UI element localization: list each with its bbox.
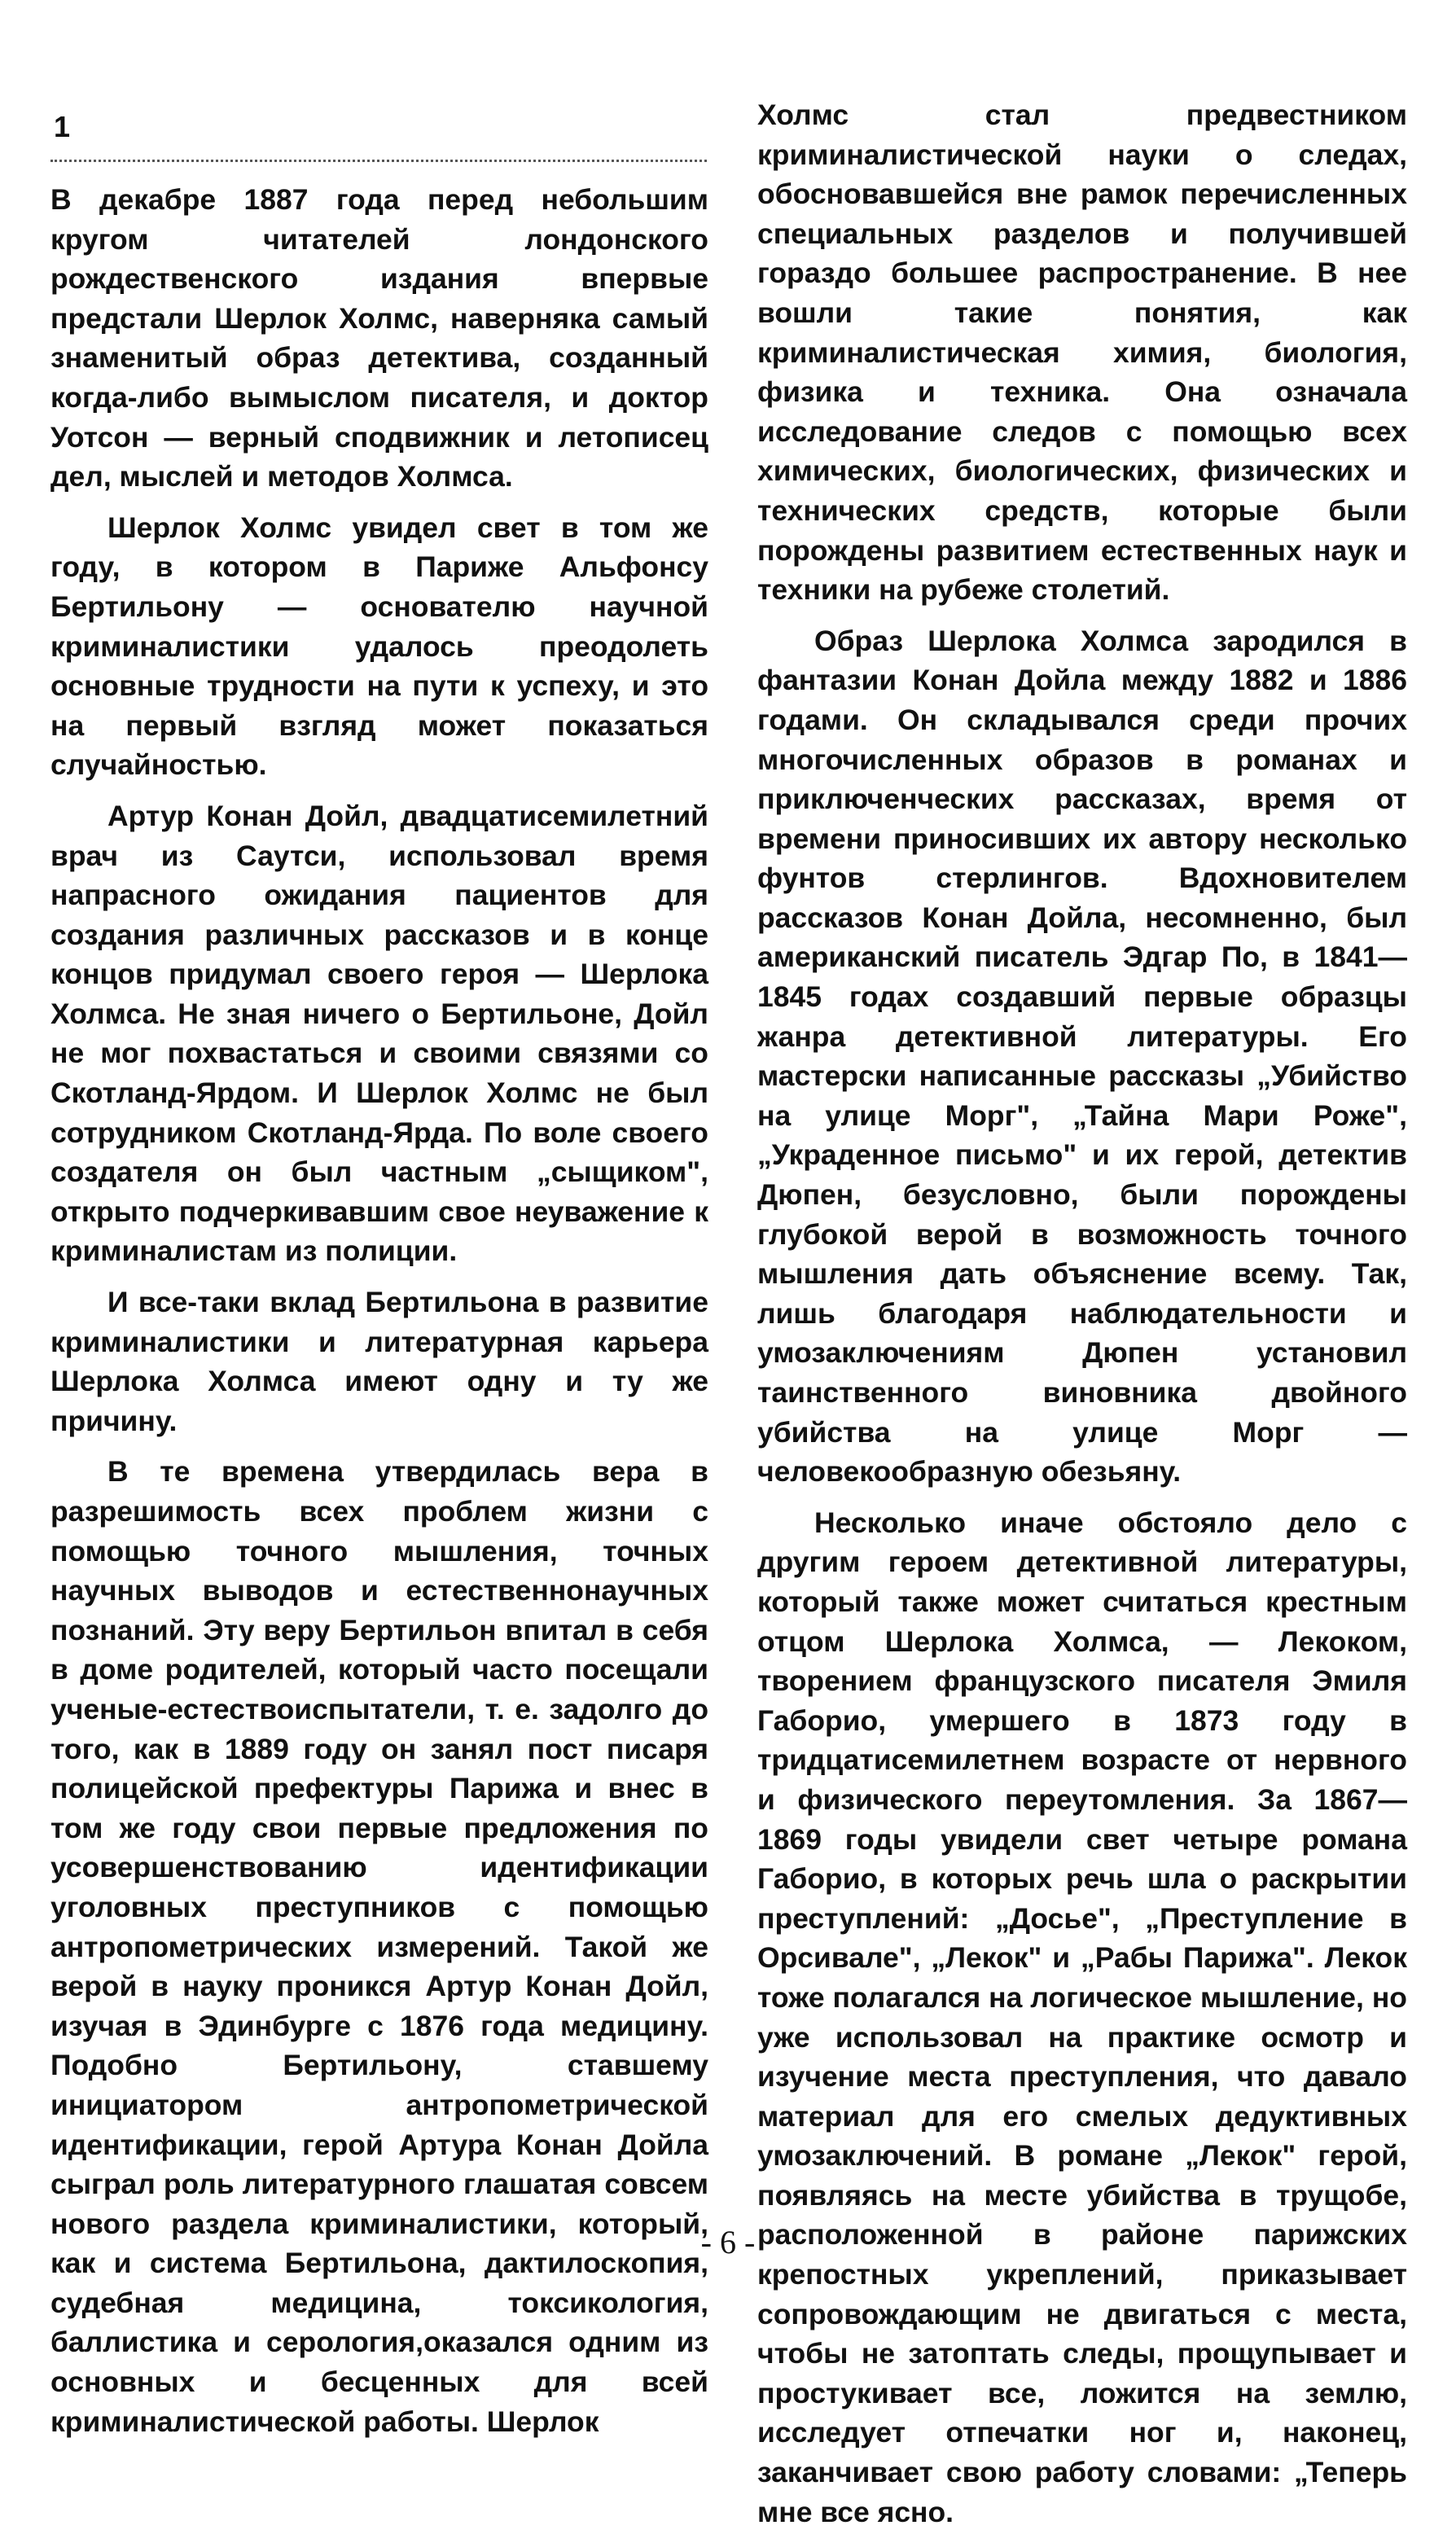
right-paragraph-1: Холмс стал предвестником криминалистической науки о следах, обосновавшейся вне рамок перечисленных специальных разделов и получившей гораздо большее распространение. В нее вошли такие понятия, как криминалистическая химия, биология, физика и техника. Она означала исследование следов с помощью всех химических, биологических, физических и технических средств, которые были порождены развитием естественных наук и техники на рубеже столетий. <box>757 99 1407 607</box>
left-paragraph-4: И все-таки вклад Бертильона в развитие криминалистики и литературная карьера Шерлока Холмса имеют одну и ту же причину. <box>50 1286 708 1437</box>
top-divider <box>50 160 707 162</box>
right-paragraph-3: Несколько иначе обстояло дело с другим героем детективной литературы, который также может считаться крестным отцом Шерлока Холмса, — Лекоком, творением французского писателя Эмиля Габорио, умершего в 1873 году в тридцатисемилетнем возрасте от нервного и физического переутомления. За 1867—1869 годы увидели свет четыре романа Габорио, в которых речь шла о раскрытии преступлений: „Досье", „Преступление в Орсивале", „Лекок" и „Рабы Парижа". Лекок тоже полагался на логическое мышление, но уже использовал на практике осмотр и изучение места преступления, что давало материал для его смелых дедуктивных умозаключений. В романе „Лекок" герой, появляясь на месте убийства в трущобе, расположенной в районе парижских крепостных укреплений, приказывает сопровождающим не двигаться с места, чтобы не затоптать следы, прощупывает и простукивает все, ложится на землю, исследует отпечатки ног и, наконец, заканчивает свою работу словами: „Теперь мне все ясно. <box>757 1506 1407 2528</box>
right-paragraph-2: Образ Шерлока Холмса зародился в фантазии Конан Дойла между 1882 и 1886 годами. Он складывался среди прочих многочисленных образов в романах и приключенческих рассказах, время от времени приносивших их автору несколько фунтов стерлингов. Вдохновителем рассказов Конан Дойла, несомненно, был американский писатель Эдгар По, в 1841—1845 годах создавший первые образцы жанра детективной литературы. Его мастерски написанные рассказы „Убийство на улице Морг", „Тайна Мари Роже", „Украденное письмо" и их герой, детектив Дюпен, безусловно, были порождены глубокой верой в возможность точного мышления дать объяснение всему. Так, лишь благодаря наблюдательности и умозаключениям Дюпен установил таинственного виновника двойного убийства на улице Морг — человекообразную обезьяну. <box>757 624 1407 1489</box>
left-paragraph-3: Артур Конан Дойл, двадцатисемилетний врач из Саутси, использовал время напрасного ожидания пациентов для создания различных рассказов и в конце концов придумал своего героя — Шерлока Холмса. Не зная ничего о Бертильоне, Дойл не мог похвастаться и своими связями со Скотланд-Ярдом. И Шерлок Холмс не был сотрудником Скотланд-Ярда. По воле своего создателя он был частным „сыщиком", открыто подчеркивавшим свое неуважение к криминалистам из полиции. <box>50 799 708 1268</box>
chapter-number: 1 <box>54 110 71 143</box>
left-paragraph-1: В декабре 1887 года перед небольшим кругом читателей лондонского рождественского издания впервые предстали Шерлок Холмс, наверняка самый знаменитый образ детектива, созданный когда-либо вымыслом писателя, и доктор Уотсон — верный сподвижник и летописец дел, мыслей и методов Холмса. <box>50 183 708 493</box>
page-number: - 6 - <box>700 2224 756 2260</box>
left-paragraph-2: Шерлок Холмс увидел свет в том же году, в котором в Париже Альфонсу Бертильону — основателю научной криминалистики удалось преодолеть основные трудности на пути к успеху, и это на первый взгляд может показаться случайностью. <box>50 511 708 782</box>
left-paragraph-5: В те времена утвердилась вера в разрешимость всех проблем жизни с помощью точного мышления, точных научных выводов и естественнонаучных познаний. Эту веру Бертильон впитал в себя в доме родителей, который часто посещали ученые-естествоиспытатели, т. е. задолго до того, как в 1889 году он занял пост писаря полицейской префектуры Парижа и внес в том же году свои первые предложения по усовершенствованию идентификации уголовных преступников с помощью антропометрических измерений. Такой же верой в науку проникся Артур Конан Дойл, изучая в Эдинбурге с 1876 года медицину. Подобно Бертильону, ставшему инициатором антропометрической идентификации, герой Артура Конан Дойла сыграл роль литературного глашатая совсем нового раздела криминалистики, который, как и система Бертильона, дактилоскопия, судебная медицина, токсикология, баллистика и серология,оказался одним из основных и бесценных для всей криминалистической работы. Шерлок <box>50 1455 708 2438</box>
left-text-column <box>50 180 708 2453</box>
right-text-column <box>757 95 1407 2543</box>
